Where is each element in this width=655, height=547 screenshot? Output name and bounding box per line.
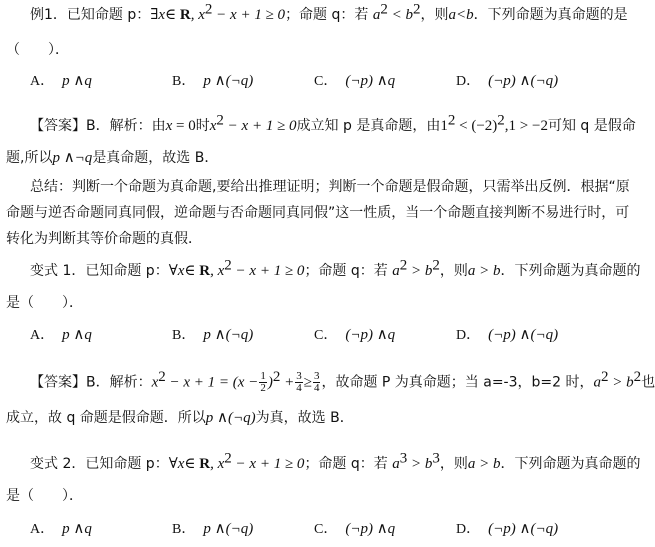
math: 2 (601, 368, 609, 385)
math: p ∧¬q (52, 150, 93, 166)
math: ∈ (184, 456, 200, 472)
math: a (392, 456, 400, 472)
option-b (172, 519, 253, 540)
text: B．解析： (86, 374, 152, 391)
option-c (314, 325, 395, 346)
math: 2 (633, 368, 642, 385)
math: 2 (204, 1, 213, 18)
math: (¬p) ∧(¬q) (488, 521, 559, 537)
math: (¬p) ∧q (345, 327, 396, 343)
text: ，故命题 P 为真命题；当 a=-3，b=2 时， (321, 374, 594, 391)
math: ,1 > −2 (504, 118, 548, 134)
math: 3 (432, 450, 440, 467)
math: < b (387, 7, 413, 23)
text: 变式 2．已知命题 p： (30, 456, 169, 472)
frac-den: 4 (313, 382, 320, 394)
text: 是真命题，故选 B． (92, 150, 219, 166)
answer-tag: 【答案】 (30, 374, 86, 391)
math: x (151, 374, 159, 391)
fraction (259, 371, 267, 394)
math: p ∧q (62, 521, 92, 537)
text: ；命题 q：若 (304, 263, 393, 279)
math: a > b (467, 263, 501, 279)
math: ∈ (165, 7, 180, 23)
math: a (593, 374, 601, 391)
math: , x (210, 456, 225, 472)
math: p ∧(¬q) (205, 410, 256, 426)
math: 2 (224, 257, 232, 274)
fraction (313, 371, 321, 394)
math: x (209, 118, 217, 134)
frac-den: 2 (260, 382, 266, 394)
text: ，则 (420, 7, 449, 23)
math: (¬p) ∧(¬q) (488, 73, 559, 89)
math: > b (407, 263, 433, 279)
label: D． (456, 522, 481, 537)
math: ∀x (168, 456, 185, 472)
math: R (179, 7, 191, 23)
example1-stem (30, 1, 628, 25)
option-b (172, 325, 253, 346)
option-d (456, 325, 558, 346)
answer1-line2 (6, 148, 218, 168)
label: A． (30, 522, 55, 537)
math: < (−2) (455, 118, 498, 134)
text: ．下列命题为真命题的 (500, 263, 641, 279)
math: , x (190, 7, 205, 23)
math: 2 (272, 368, 281, 385)
math: = 0 (172, 118, 196, 134)
label: C． (314, 74, 338, 89)
text: ，则 (439, 263, 468, 279)
text: 成立知 p 是真命题，由 (296, 118, 441, 134)
label: A． (30, 328, 55, 343)
math: ∃x (150, 7, 166, 23)
variant2-stem (30, 450, 641, 474)
math: 2 (216, 112, 224, 129)
example1-prefix: 例1．已知命题 p： (30, 7, 151, 23)
label: C． (314, 522, 338, 537)
math: 2 (224, 450, 232, 467)
math: p ∧(¬q) (203, 521, 254, 537)
answer1-line1 (30, 112, 636, 136)
option-d (456, 71, 558, 92)
text: B．解析：由 (86, 118, 166, 134)
math: 3 (399, 450, 408, 467)
frac-den: 4 (296, 382, 302, 394)
variant1-stem (30, 257, 641, 281)
variant1-line2: 是（ ）． (6, 295, 83, 311)
answer2-line1 (30, 368, 655, 394)
text: 也 (641, 374, 655, 391)
math: ∈ (184, 263, 200, 279)
option-a (30, 519, 92, 540)
text: ．下列命题为真命题的 (500, 456, 641, 472)
text: ；命题 q：若 (285, 7, 373, 23)
math: − x + 1 ≥ 0 (231, 263, 305, 279)
math: R (199, 456, 211, 472)
summary-line3: 转化为判断其等价命题的真假． (6, 231, 202, 247)
label: D． (456, 74, 481, 89)
math: 1 (440, 118, 448, 134)
math: 2 (380, 1, 388, 18)
text: 时 (195, 118, 210, 134)
summary-line2: 命题与逆否命题同真同假，逆命题与否命题同真同假”这一性质，当一个命题直接判断不易进行时，可 (6, 205, 630, 221)
option-d (456, 519, 558, 540)
label: B． (172, 328, 196, 343)
math: ∀x (168, 263, 185, 279)
text: ；命题 q：若 (304, 456, 393, 472)
math: − x + 1 ≥ 0 (212, 7, 286, 23)
math: a > b (467, 456, 501, 472)
math: − x + 1 = (x − (165, 374, 259, 391)
example1-paren: （ ）． (6, 42, 69, 58)
math: p ∧(¬q) (203, 73, 254, 89)
summary-line1: 总结：判断一个命题为真命题,要给出推理证明；判断一个命题是假命题，只需举出反例．根据“原 (30, 179, 630, 195)
text: 成立，故 q 命题是假命题．所以 (6, 410, 206, 426)
math: p ∧q (62, 73, 92, 89)
text: 题,所以 (6, 150, 53, 166)
option-a (30, 325, 92, 346)
label: D． (456, 328, 481, 343)
variant2-line2: 是（ ）． (6, 488, 83, 504)
math: 2 (447, 112, 456, 129)
text: 变式 1．已知命题 p： (30, 263, 169, 279)
math: 2 (158, 368, 166, 385)
math: R (199, 263, 211, 279)
text: 为真，故选 B． (255, 410, 354, 426)
math: > b (608, 374, 634, 391)
math: ) (267, 374, 273, 391)
math: ≥ (303, 374, 312, 391)
label: A． (30, 74, 55, 89)
label: B． (172, 522, 196, 537)
option-c (314, 71, 395, 92)
math: 2 (412, 1, 421, 18)
text: ，则 (439, 456, 468, 472)
math: 2 (497, 112, 505, 129)
math: a (392, 263, 400, 279)
math: − x + 1 ≥ 0 (223, 118, 297, 134)
math: p ∧(¬q) (203, 327, 254, 343)
frac-num: 3 (296, 370, 302, 382)
math: (¬p) ∧q (345, 73, 396, 89)
math: x (165, 118, 173, 134)
math: , x (210, 263, 225, 279)
math: > b (407, 456, 433, 472)
option-c (314, 519, 395, 540)
math: − x + 1 ≥ 0 (231, 456, 305, 472)
frac-num: 1 (260, 370, 266, 382)
fraction (295, 371, 303, 394)
answer-tag: 【答案】 (30, 118, 86, 134)
math: p ∧q (62, 327, 92, 343)
answer2-line2 (6, 408, 354, 428)
option-a (30, 71, 92, 92)
label: B． (172, 74, 196, 89)
math: + (280, 374, 295, 391)
math: 2 (399, 257, 408, 274)
math: (¬p) ∧q (345, 521, 396, 537)
math: 2 (432, 257, 440, 274)
text: 可知 q 是假命 (547, 118, 636, 134)
option-b (172, 71, 253, 92)
text: ．下列命题为真命题的是 (473, 7, 628, 23)
math: (¬p) ∧(¬q) (488, 327, 559, 343)
label: C． (314, 328, 338, 343)
math: a<b (448, 7, 474, 23)
frac-num: 3 (313, 370, 320, 382)
math: a (372, 7, 381, 23)
